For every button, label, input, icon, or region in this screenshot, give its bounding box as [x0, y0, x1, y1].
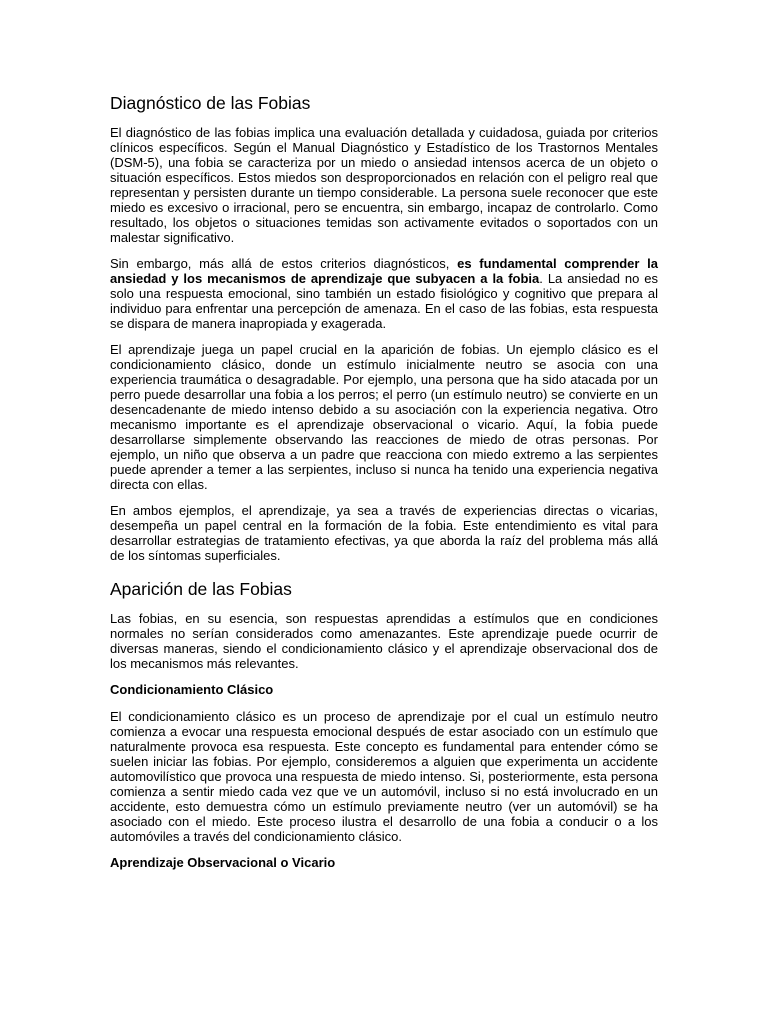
subheading-aprendizaje-observacional: Aprendizaje Observacional o Vicario [110, 855, 336, 870]
subheading-condicionamiento: Condicionamiento Clásico [110, 682, 274, 697]
paragraph: El diagnóstico de las fobias implica una evaluación detallada y cuidadosa, guiada por criterios clínicos específicos. Según el Manual Diagnóstico y Estadístico de los Trastornos Mentales (DSM-5), una fobia se caracteriza por un miedo o ansiedad intensos acerca de un objeto o situación específicos. Estos miedos son desproporcionados en relación con el peligro real que representan y persisten durante un tiempo considerable. La persona suele reconocer que este miedo es excesivo o irracional, pero se encuentra, sin embargo, incapaz de controlarlo. Como resultado, los objetos o situaciones temidas son activamente evitados o soportados con un malestar significativo. [110, 125, 658, 245]
emphasis-text: es fundamental comprender la ansiedad y los mecanismos de aprendizaje que subyacen a la fobia [110, 256, 658, 286]
paragraph-with-emphasis [110, 256, 658, 331]
paragraph-text: Sin embargo, más allá de estos criterios diagnósticos, [110, 256, 458, 271]
heading-diagnostico: Diagnóstico de las Fobias [110, 93, 311, 113]
paragraph: Las fobias, en su esencia, son respuestas aprendidas a estímulos que en condiciones normales no serían considerados como amenazantes. Este aprendizaje puede ocurrir de diversas maneras, siendo el condicionamiento clásico y el aprendizaje observacional dos de los mecanismos más relevantes. [110, 611, 658, 671]
paragraph: El condicionamiento clásico es un proceso de aprendizaje por el cual un estímulo neutro comienza a evocar una respuesta emocional después de estar asociado con un estímulo que naturalmente provoca esa respuesta. Este concepto es fundamental para entender cómo se suelen iniciar las fobias. Por ejemplo, consideremos a alguien que experimenta un accidente automovilístico que provoca una respuesta de miedo intenso. Si, posteriormente, esta persona comienza a sentir miedo cada vez que ve un automóvil, incluso si no está involucrado en un accidente, esto demuestra cómo un estímulo previamente neutro (ver un automóvil) se ha asociado con el miedo. Este proceso ilustra el desarrollo de una fobia a conducir o a los automóviles a través del condicionamiento clásico. [110, 709, 658, 844]
paragraph: En ambos ejemplos, el aprendizaje, ya sea a través de experiencias directas o vicarias, desempeña un papel central en la formación de la fobia. Este entendimiento es vital para desarrollar estrategias de tratamiento efectivas, ya que aborda la raíz del problema más allá de los síntomas superficiales. [110, 503, 658, 563]
document-content [110, 93, 658, 882]
paragraph: El aprendizaje juega un papel crucial en la aparición de fobias. Un ejemplo clásico es el condicionamiento clásico, donde un estímulo inicialmente neutro se asocia con una experiencia traumática o desagradable. Por ejemplo, una persona que ha sido atacada por un perro puede desarrollar una fobia a los perros; el perro (un estímulo neutro) se convierte en un desencadenante de miedo intenso debido a su asociación con la experiencia negativa. Otro mecanismo importante es el aprendizaje observacional o vicario. Aquí, la fobia puede desarrollarse simplemente observando las reacciones de miedo de otras personas. Por ejemplo, un niño que observa a un padre que reacciona con miedo extremo a las serpientes puede aprender a temer a las serpientes, incluso si nunca ha tenido una experiencia negativa directa con ellas. [110, 342, 658, 492]
heading-aparicion: Aparición de las Fobias [110, 579, 292, 599]
paragraph-text: . La ansiedad no es solo una respuesta emocional, sino también un estado fisiológico y cognitivo que prepara al individuo para enfrentar una percepción de amenaza. En el caso de las fobias, esta respuesta se dispara de manera inapropiada y exagerada. [110, 271, 659, 331]
